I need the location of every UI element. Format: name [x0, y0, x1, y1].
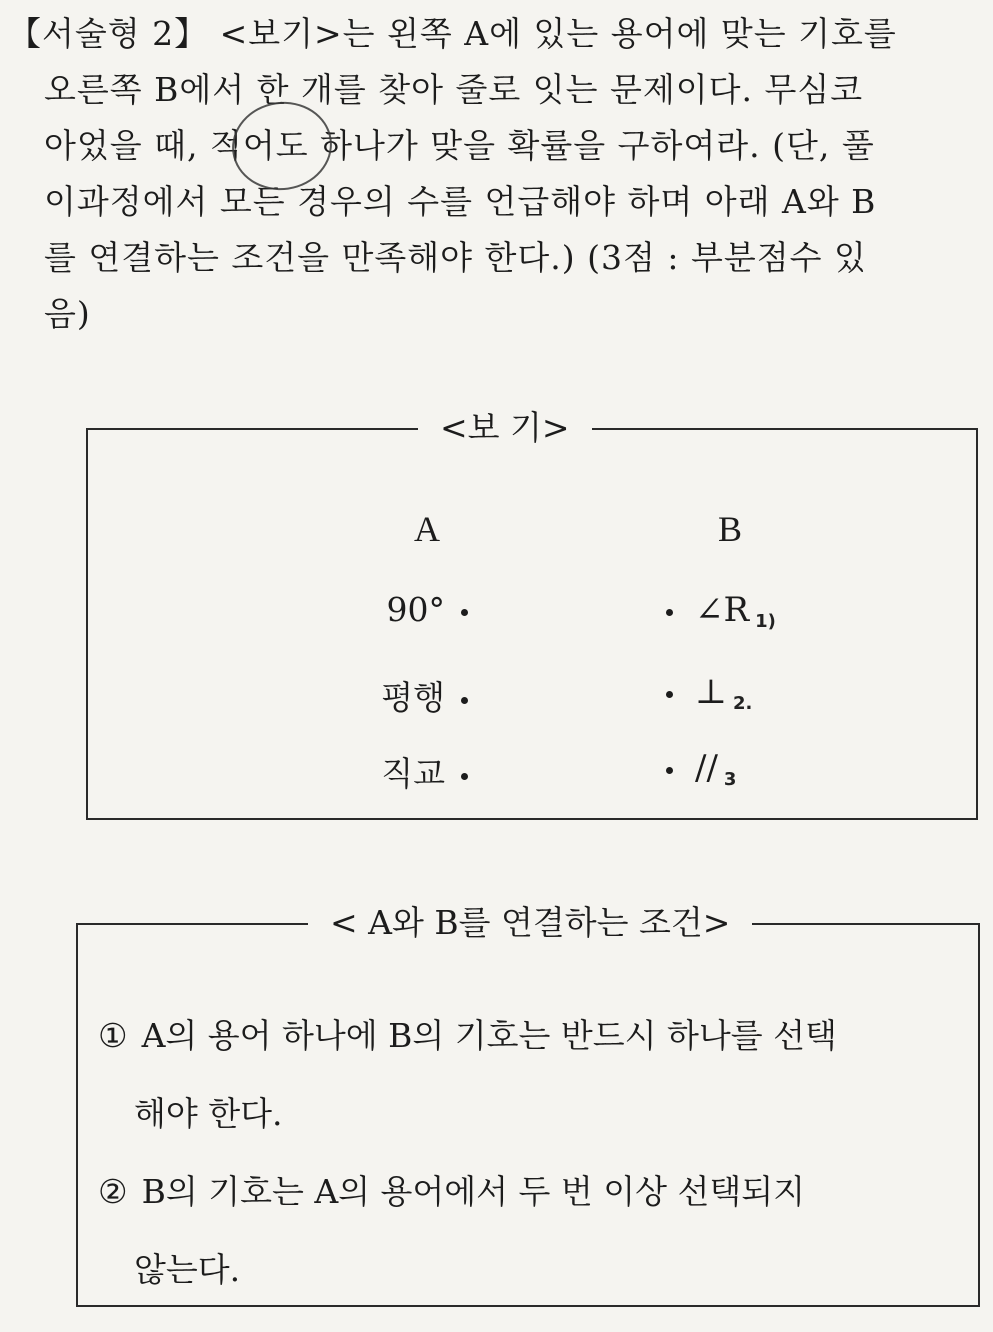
conditions-title: < A와 B를 연결하는 조건>	[308, 895, 752, 951]
condition-1-line-2: 해야 한다.	[134, 1094, 283, 1133]
condition-item-2	[98, 1153, 962, 1231]
symbol-b-3-dot	[666, 767, 673, 774]
symbol-b-2-label: ⊥	[695, 672, 727, 712]
handwritten-note-1: 1)	[755, 611, 776, 632]
question-text	[8, 6, 980, 342]
term-a-2	[268, 672, 468, 719]
symbol-b-3-label: //	[695, 748, 718, 788]
symbol-b-2	[666, 672, 752, 714]
question-line-1: 【서술형 2】 <보기>는 왼쪽 A에 있는 용어에 맞는 기호를	[8, 14, 897, 53]
condition-2-line-2: 않는다.	[134, 1250, 241, 1289]
question-line-4: 이과정에서 모든 경우의 수를 언급해야 하며 아래 A와 B	[44, 182, 877, 221]
condition-2-line-1: B의 기호는 A의 용어에서 두 번 이상 선택되지	[141, 1172, 806, 1211]
condition-1-line-1: A의 용어 하나에 B의 기호는 반드시 하나를 선택	[141, 1016, 837, 1055]
term-a-1-label: 90°	[386, 590, 445, 629]
term-a-3	[268, 748, 468, 795]
condition-marker-2: ②	[98, 1172, 128, 1211]
handwritten-note-3: 3	[723, 769, 737, 790]
condition-item-1	[98, 997, 962, 1075]
handwritten-note-2: 2.	[732, 693, 753, 714]
conditions-list	[98, 997, 962, 1309]
term-a-2-label: 평행	[381, 678, 445, 717]
bogi-box	[86, 408, 978, 820]
term-a-3-dot	[461, 773, 468, 780]
term-a-1-dot	[461, 609, 468, 616]
term-a-2-dot	[461, 697, 468, 704]
condition-marker-1: ①	[98, 1016, 128, 1055]
symbol-b-3	[666, 748, 736, 790]
symbol-b-1	[666, 590, 776, 632]
term-a-1	[268, 590, 468, 629]
question-line-6: 음)	[44, 294, 91, 333]
question-line-3: 아었을 때, 적어도 하나가 맞을 확률을 구하여라. (단, 풀	[44, 126, 875, 165]
symbol-b-1-label: ∠R	[695, 590, 750, 630]
question-line-2: 오른쪽 B에서 한 개를 찾아 줄로 잇는 문제이다. 무심코	[44, 70, 864, 109]
symbol-b-2-dot	[666, 691, 673, 698]
bogi-title: <보 기>	[418, 400, 592, 456]
term-a-3-label: 직교	[381, 754, 445, 793]
column-b-header: B	[718, 509, 743, 549]
symbol-b-1-dot	[666, 609, 673, 616]
question-line-5: 를 연결하는 조건을 만족해야 한다.) (3점 : 부분점수 있	[44, 238, 867, 277]
conditions-box	[76, 903, 980, 1307]
column-a-header: A	[414, 509, 440, 549]
